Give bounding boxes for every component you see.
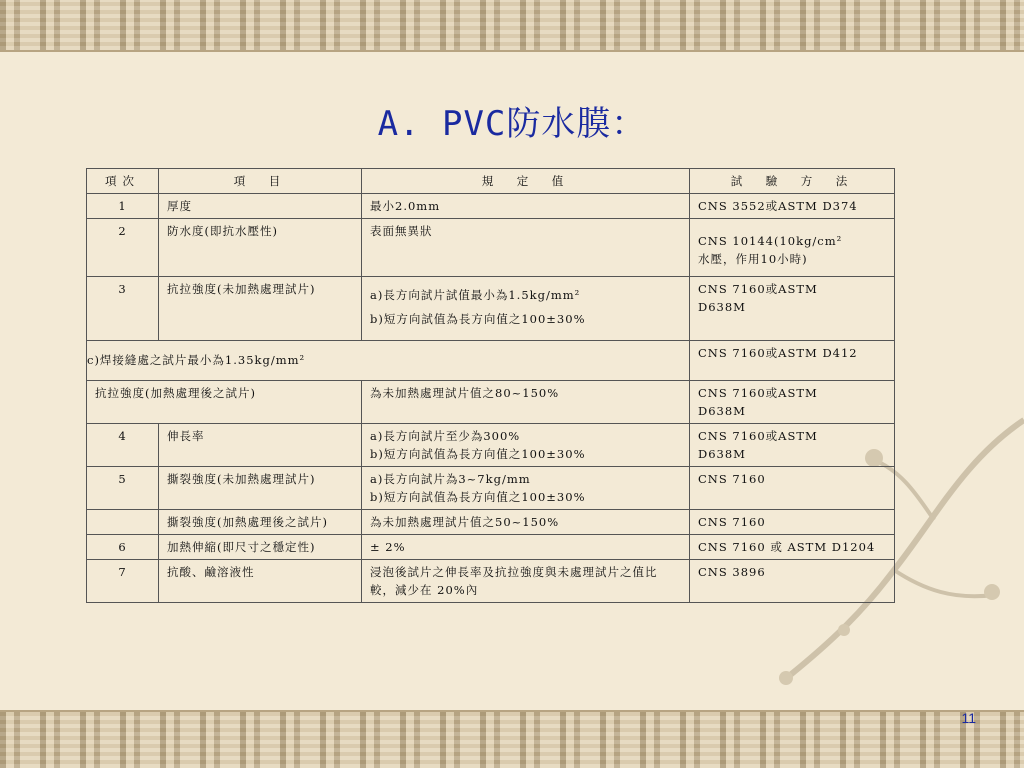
table-row bbox=[87, 219, 895, 277]
row-no: 3 bbox=[87, 277, 159, 341]
method-line: 水壓，作用10小時) bbox=[698, 252, 808, 266]
spec-line: b)短方向試值為長方向值之100±30% bbox=[370, 312, 586, 326]
spec-line: b)短方向試值為長方向值之100±30% bbox=[370, 447, 586, 461]
row-item: 抗拉強度(未加熱處理試片) bbox=[159, 277, 362, 341]
header-no: 項次 bbox=[87, 169, 159, 194]
row-spec: 最小2.0mm bbox=[362, 194, 690, 219]
method-line: D638M bbox=[698, 300, 746, 314]
row-spec: 表面無異狀 bbox=[362, 219, 690, 277]
row-spec bbox=[362, 277, 690, 341]
row-method: CNS 3896 bbox=[690, 560, 895, 603]
row-method bbox=[690, 277, 895, 341]
row-no: 1 bbox=[87, 194, 159, 219]
row-spec bbox=[362, 424, 690, 467]
spec-line: a)長方向試片至少為300% bbox=[370, 429, 521, 443]
pvc-spec-table bbox=[86, 168, 895, 603]
method-line: CNS 10144(10kg/cm² bbox=[698, 234, 843, 248]
method-line: CNS 7160或ASTM bbox=[698, 282, 818, 296]
row-no bbox=[87, 510, 159, 535]
row-method bbox=[690, 381, 895, 424]
table-row bbox=[87, 535, 895, 560]
row-no: 5 bbox=[87, 467, 159, 510]
row-item: 撕裂強度(加熱處理後之試片) bbox=[159, 510, 362, 535]
row-method: CNS 7160 bbox=[690, 510, 895, 535]
row-method: CNS 7160 bbox=[690, 467, 895, 510]
slide-title: A. PVC防水膜： bbox=[377, 104, 647, 144]
table-row bbox=[87, 194, 895, 219]
row-item: 抗酸、鹼溶液性 bbox=[159, 560, 362, 603]
bottom-decorative-border bbox=[0, 712, 1024, 768]
header-spec: 規 定 值 bbox=[362, 169, 690, 194]
spec-line: a)長方向試片為3~7kg/mm bbox=[370, 472, 531, 486]
row-spec: 浸泡後試片之伸長率及抗拉強度與未處理試片之值比較，減少在 20%內 bbox=[362, 560, 690, 603]
row-method: CNS 3552或ASTM D374 bbox=[690, 194, 895, 219]
table-row bbox=[87, 341, 895, 381]
row-method: CNS 7160 或 ASTM D1204 bbox=[690, 535, 895, 560]
table-row bbox=[87, 424, 895, 467]
row-spec: ± 2% bbox=[362, 535, 690, 560]
row-item: 撕裂強度(未加熱處理試片) bbox=[159, 467, 362, 510]
method-line: CNS 7160或ASTM bbox=[698, 429, 818, 443]
method-line: D638M bbox=[698, 404, 746, 418]
table-row bbox=[87, 467, 895, 510]
spec-line: b)短方向試值為長方向值之100±30% bbox=[370, 490, 586, 504]
row-spec: 為未加熱處理試片值之80~150% bbox=[362, 381, 690, 424]
row-no: 2 bbox=[87, 219, 159, 277]
table-row bbox=[87, 560, 895, 603]
header-method: 試 驗 方 法 bbox=[690, 169, 895, 194]
header-item: 項 目 bbox=[159, 169, 362, 194]
table-row bbox=[87, 510, 895, 535]
spec-line: a)長方向試片試值最小為1.5kg/mm² bbox=[370, 288, 581, 302]
row-item: 防水度(即抗水壓性) bbox=[159, 219, 362, 277]
top-border-line bbox=[0, 50, 1024, 52]
row-method: CNS 7160或ASTM D412 bbox=[690, 341, 895, 381]
row-method bbox=[690, 219, 895, 277]
row-spec bbox=[362, 467, 690, 510]
bottom-border-line bbox=[0, 710, 1024, 712]
row-item: 厚度 bbox=[159, 194, 362, 219]
table-row bbox=[87, 381, 895, 424]
row-item: 伸長率 bbox=[159, 424, 362, 467]
row-item-wide: c)焊接縫處之試片最小為1.35kg/mm² bbox=[87, 341, 690, 381]
row-no: 6 bbox=[87, 535, 159, 560]
row-item: 抗拉強度(加熱處理後之試片) bbox=[87, 381, 362, 424]
table-row bbox=[87, 277, 895, 341]
method-line: D638M bbox=[698, 447, 746, 461]
row-item: 加熱伸縮(即尺寸之穩定性) bbox=[159, 535, 362, 560]
row-method bbox=[690, 424, 895, 467]
page-number: 11 bbox=[961, 710, 976, 726]
top-decorative-border bbox=[0, 0, 1024, 50]
row-spec: 為未加熱處理試片值之50~150% bbox=[362, 510, 690, 535]
row-no: 7 bbox=[87, 560, 159, 603]
method-line: CNS 7160或ASTM bbox=[698, 386, 818, 400]
row-no: 4 bbox=[87, 424, 159, 467]
table-header-row bbox=[87, 169, 895, 194]
